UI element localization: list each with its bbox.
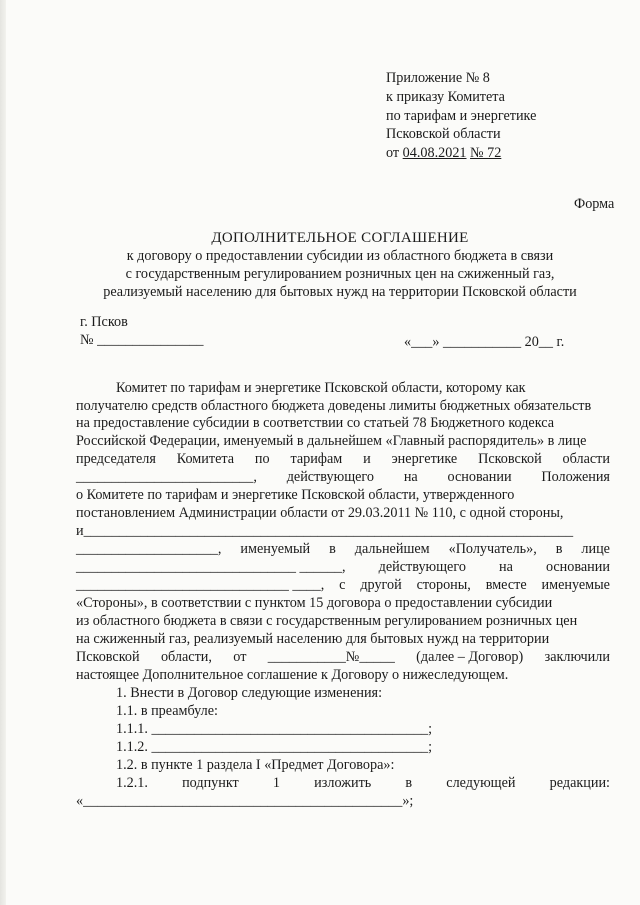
title-line-1: к договору о предоставлении субсидии из областного бюджета в связи xyxy=(126,248,554,264)
item-1-1-2: 1.1.2. _______________________________________; xyxy=(116,739,433,755)
body-line-12: ______________________________ ____, с другой стороны, вместе именуемые xyxy=(76,577,610,593)
appendix-region: Псковской области xyxy=(386,126,501,142)
agreement-number-field: № _______________ xyxy=(80,332,204,348)
body-line-2: получателю средств областного бюджета доведены лимиты бюджетных обязательств xyxy=(76,398,592,414)
body-line-6: _________________________, действующего на основании Положения xyxy=(76,469,610,485)
form-label: Форма xyxy=(574,196,615,212)
body-line-17: настоящее Дополнительное соглашение к Договору о нижеследующем. xyxy=(76,667,509,683)
agreement-date-field: «___» ___________ 20__ г. xyxy=(404,334,565,350)
body-line-3: на предоставление субсидии в соответствии со статьей 78 Бюджетного кодекса xyxy=(76,415,555,431)
appendix-order: к приказу Комитета xyxy=(386,89,505,105)
title-line-2: с государственным регулированием розничных цен на сжиженный газ, xyxy=(125,266,555,282)
city: г. Псков xyxy=(80,314,128,330)
body-line-1: Комитет по тарифам и энергетике Псковской области, которому как xyxy=(116,380,526,396)
body-line-7: о Комитете по тарифам и энергетике Псковской области, утвержденного xyxy=(76,487,515,503)
body-line-15: на сжиженный газ, реализуемый населению для бытовых нужд на территории xyxy=(76,631,550,647)
appendix-number: Приложение № 8 xyxy=(386,70,490,86)
item-1-1: 1.1. в преамбуле: xyxy=(116,703,218,719)
date-prefix: от xyxy=(386,145,400,161)
item-1-2-1: 1.2.1. подпункт 1 изложить в следующей редакции: xyxy=(116,775,610,791)
body-line-16: Псковской области, от ___________№_____ (далее – Договор) заключили xyxy=(76,649,610,665)
order-number: № 72 xyxy=(470,145,502,161)
title-line-3: реализуемый населению для бытовых нужд на территории Псковской области xyxy=(103,284,577,300)
document-title: ДОПОЛНИТЕЛЬНОЕ СОГЛАШЕНИЕ xyxy=(211,230,469,246)
body-line-10: ____________________, именуемый в дальнейшем «Получатель», в лице xyxy=(76,541,610,557)
body-line-14: из областного бюджета в связи с государственным регулированием розничных цен xyxy=(76,613,578,629)
scan-edge xyxy=(0,0,6,905)
item-1-2: 1.2. в пункте 1 раздела I «Предмет Договора»: xyxy=(116,757,395,773)
item-1-2-1-blank: «_____________________________________________»; xyxy=(76,793,414,809)
body-line-9: и_____________________________________________________________________ xyxy=(76,523,574,539)
appendix-date xyxy=(386,145,501,161)
body-line-11: _______________________________ ______, действующего на основании xyxy=(76,559,610,575)
appendix-committee: по тарифам и энергетике xyxy=(386,108,537,124)
body-line-5: председателя Комитета по тарифам и энергетике Псковской области xyxy=(76,451,610,467)
body-line-4: Российской Федерации, именуемый в дальнейшем «Главный распорядитель» в лице xyxy=(76,433,587,449)
item-1: 1. Внести в Договор следующие изменения: xyxy=(116,685,383,701)
body-line-8: постановлением Администрации области от 29.03.2011 № 110, с одной стороны, xyxy=(76,505,564,521)
body-line-13: «Стороны», в соответствии с пунктом 15 договора о предоставлении субсидии xyxy=(76,595,553,611)
item-1-1-1: 1.1.1. _______________________________________; xyxy=(116,721,433,737)
order-date: 04.08.2021 xyxy=(402,145,467,161)
